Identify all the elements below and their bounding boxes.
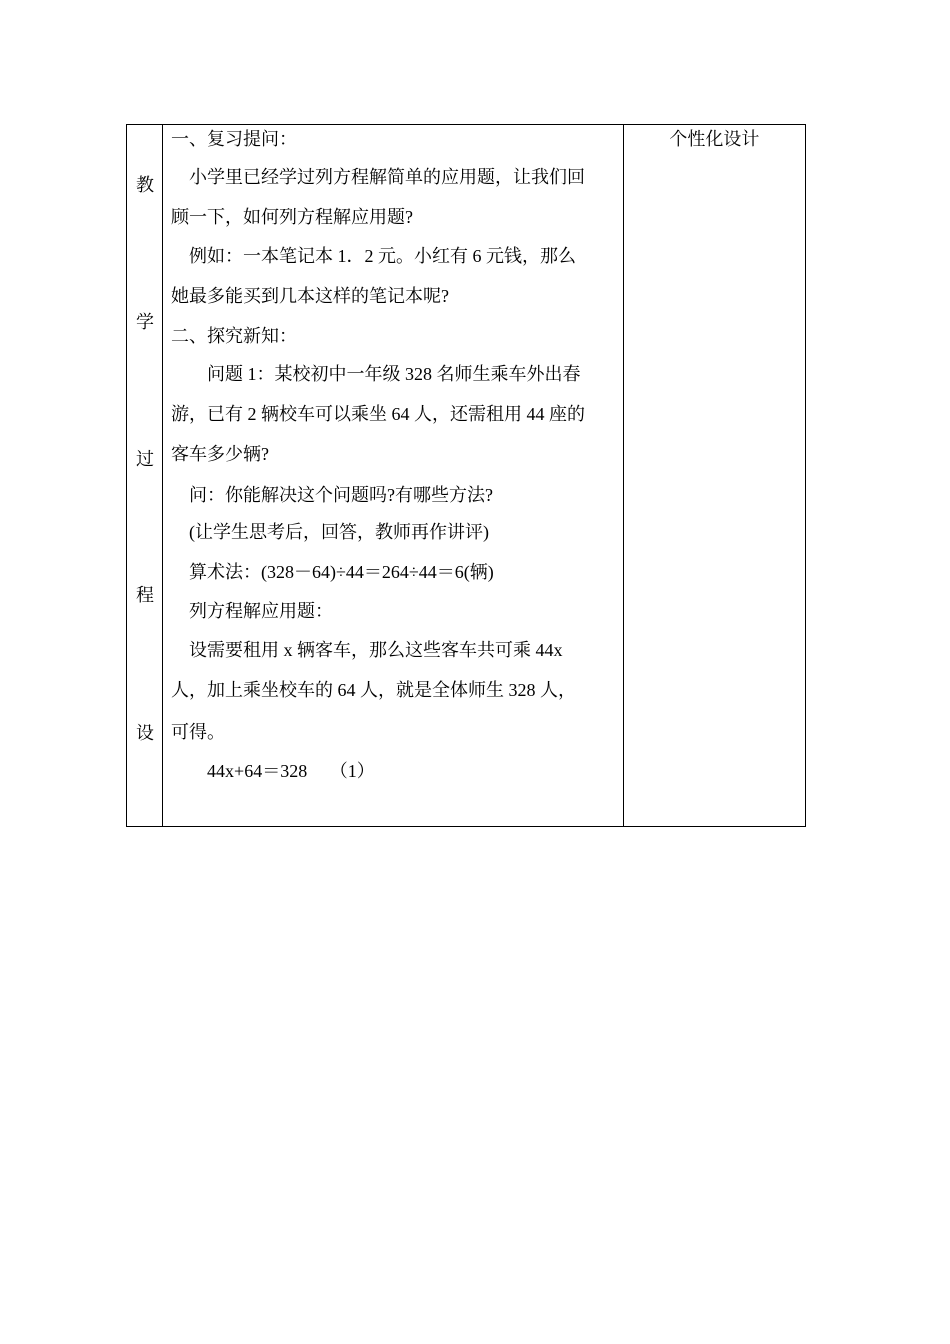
example-line-2: 她最多能买到几本这样的笔记本呢? xyxy=(171,286,450,306)
explore-heading: 二、探究新知： xyxy=(171,326,298,346)
label-char-2: 学 xyxy=(136,312,154,332)
lesson-content-cell xyxy=(163,125,624,827)
label-char-3: 过 xyxy=(136,449,154,469)
personalized-design-cell xyxy=(623,125,805,827)
label-char-1: 教 xyxy=(136,175,154,195)
equation-method-heading: 列方程解应用题： xyxy=(171,601,334,621)
process-label-cell xyxy=(127,125,163,827)
question-line: 问：你能解决这个问题吗?有哪些方法? xyxy=(171,485,494,505)
arithmetic-method-line: 算术法：(328－64)÷44＝264÷44＝6(辆) xyxy=(171,562,494,582)
review-heading: 一、复习提问： xyxy=(171,129,298,149)
problem-line-1: 问题 1：某校初中一年级 328 名师生乘车外出春 xyxy=(171,364,581,384)
lesson-plan-table xyxy=(126,124,806,827)
instruction-line: (让学生思考后，回答，教师再作讲评) xyxy=(171,522,490,542)
review-paragraph-line-1: 小学里已经学过列方程解简单的应用题，让我们回 xyxy=(171,167,586,187)
setup-line-2: 人，加上乘坐校车的 64 人，就是全体师生 328 人， xyxy=(171,680,577,700)
equation-line: 44x+64＝328 （1） xyxy=(171,761,375,781)
problem-line-3: 客车多少辆? xyxy=(171,444,270,464)
setup-line-1: 设需要租用 x 辆客车，那么这些客车共可乘 44x xyxy=(171,640,563,660)
example-line-1: 例如：一本笔记本 1．2 元。小红有 6 元钱，那么 xyxy=(171,246,577,266)
problem-line-2: 游，已有 2 辆校车可以乘坐 64 人，还需租用 44 座的 xyxy=(171,404,586,424)
personalized-design-header: 个性化设计 xyxy=(669,129,760,149)
setup-line-3: 可得。 xyxy=(171,722,226,742)
review-paragraph-line-2: 顾一下，如何列方程解应用题? xyxy=(171,207,414,227)
label-char-5: 设 xyxy=(136,723,154,743)
label-char-4: 程 xyxy=(136,585,154,605)
